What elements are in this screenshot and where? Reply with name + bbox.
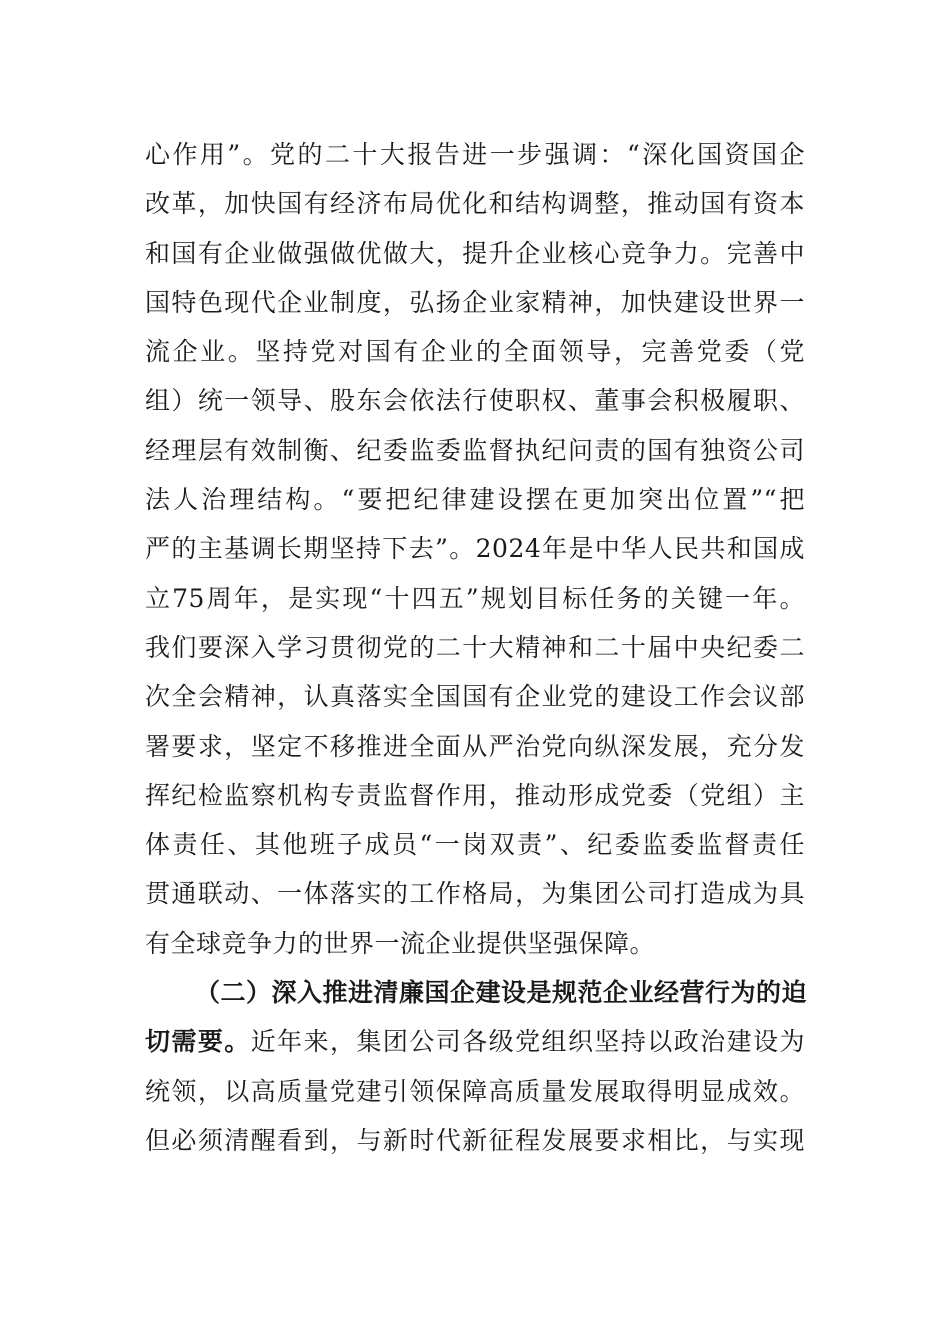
text-line: 贯通联动、一体落实的工作格局，为集团公司打造成为具 xyxy=(145,879,805,909)
text-line: 经理层有效制衡、纪委监委监督执纪问责的国有独资公司 xyxy=(145,435,805,465)
text-line: 组）统一领导、股东会依法行使职权、董事会积极履职、 xyxy=(145,386,805,416)
text-line: 体责任、其他班子成员“一岗双责”、纪委监委监督责任 xyxy=(145,830,805,860)
text-line: 改革，加快国有经济布局优化和结构调整，推动国有资本 xyxy=(145,189,805,219)
text-line: 挥纪检监察机构专责监督作用，推动形成党委（党组）主 xyxy=(145,780,805,810)
section-heading-end: 切需要。 xyxy=(145,1027,251,1057)
text-line: 国特色现代企业制度，弘扬企业家精神，加快建设世界一 xyxy=(145,287,805,317)
text-line: 严的主基调长期坚持下去”。2024年是中华人民共和国成 xyxy=(145,534,805,564)
text-line: 但必须清醒看到，与新时代新征程发展要求相比，与实现 xyxy=(145,1125,805,1155)
text-line: 署要求，坚定不移推进全面从严治党向纵深发展，充分发 xyxy=(145,731,805,761)
paragraph-section-two xyxy=(145,968,808,1165)
text-line xyxy=(145,1017,805,1066)
text-line: 有全球竞争力的世界一流企业提供坚强保障。 xyxy=(145,928,656,958)
text-line: 我们要深入学习贯彻党的二十大精神和二十届中央纪委二 xyxy=(145,632,805,662)
text-line: 流企业。坚持党对国有企业的全面领导，完善党委（党 xyxy=(145,337,805,367)
text-line: 心作用”。党的二十大报告进一步强调：“深化国资国企 xyxy=(145,140,805,169)
text-line: 统领，以高质量党建引领保障高质量发展取得明显成效。 xyxy=(145,1076,805,1106)
text-line: 和国有企业做强做优做大，提升企业核心竞争力。完善中 xyxy=(145,238,805,268)
text-segment: 近年来，集团公司各级党组织坚持以政治建设为 xyxy=(250,1027,805,1057)
text-line: 次全会精神，认真落实全国国有企业党的建设工作会议部 xyxy=(145,682,805,712)
text-line: 法人治理结构。“要把纪律建设摆在更加突出位置”“把 xyxy=(145,485,805,515)
section-heading: （二）深入推进清廉国企建设是规范企业经营行为的迫 xyxy=(195,978,808,1008)
text-line: 立75周年，是实现“十四五”规划目标任务的关键一年。 xyxy=(145,583,805,613)
document-body xyxy=(145,130,808,1165)
paragraph-party-building xyxy=(145,130,805,968)
